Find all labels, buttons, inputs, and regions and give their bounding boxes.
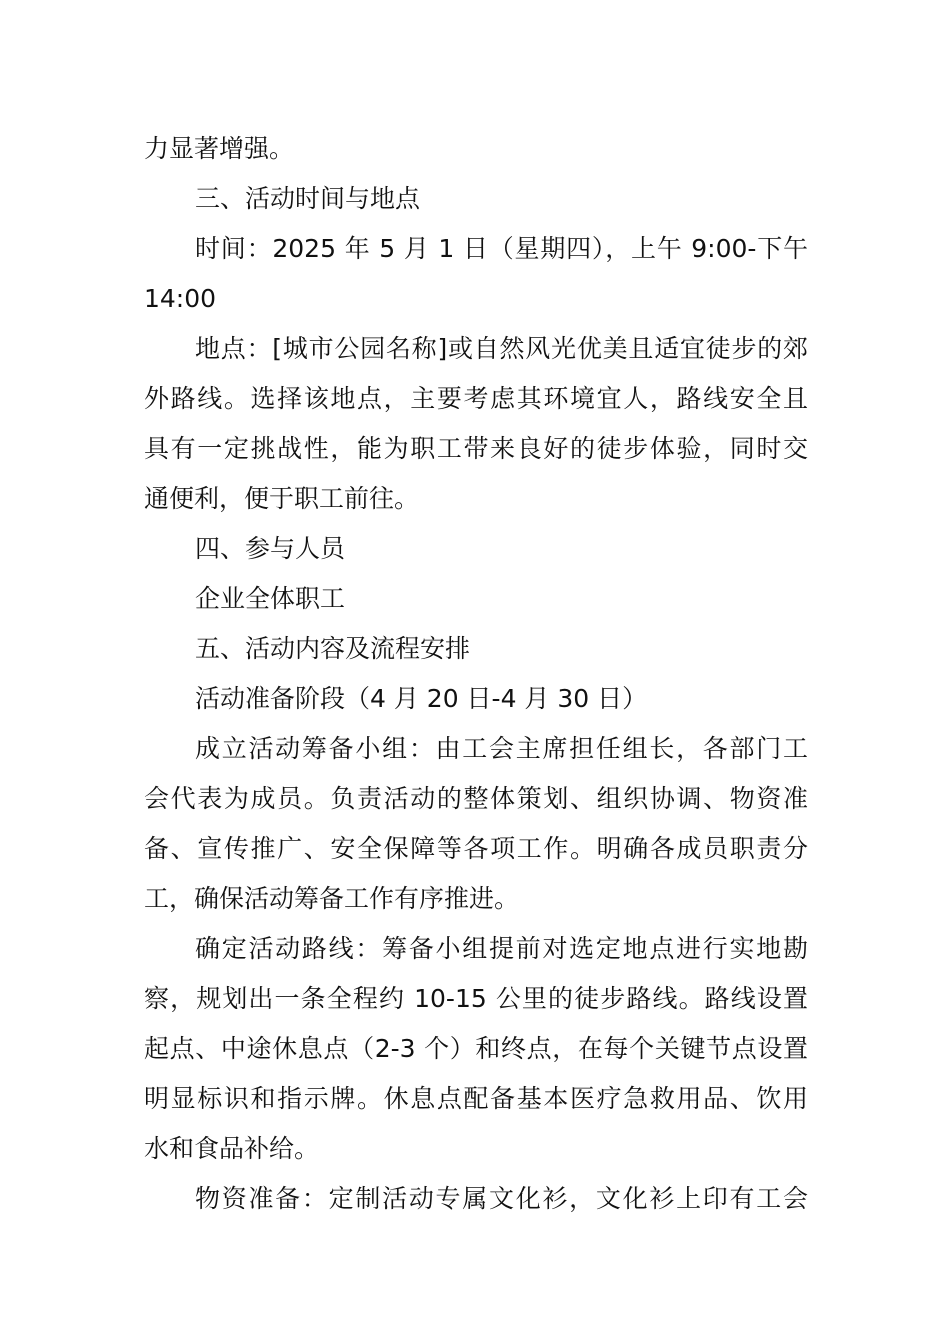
text-line: 工，确保活动筹备工作有序推进。 bbox=[144, 884, 520, 913]
text-line: 企业全体职工 bbox=[195, 584, 346, 613]
text-line: 成立活动筹备小组：由工会主席担任组长，各部门工 bbox=[195, 734, 808, 763]
section-heading: 五、活动内容及流程安排 bbox=[195, 634, 471, 663]
text-line: 起点、中途休息点（2-3 个）和终点，在每个关键节点设置 bbox=[144, 1034, 808, 1063]
text-line: 备、宣传推广、安全保障等各项工作。明确各成员职责分 bbox=[144, 834, 808, 863]
text-line: 水和食品补给。 bbox=[144, 1134, 320, 1163]
subsection-heading: 活动准备阶段（4 月 20 日-4 月 30 日） bbox=[195, 684, 648, 713]
text-line: 地点：[城市公园名称]或自然风光优美且适宜徒步的郊 bbox=[195, 334, 808, 363]
text-line: 外路线。选择该地点，主要考虑其环境宜人，路线安全且 bbox=[144, 384, 808, 413]
text-line: 通便利，便于职工前往。 bbox=[144, 484, 420, 513]
text-line: 具有一定挑战性，能为职工带来良好的徒步体验，同时交 bbox=[144, 434, 808, 463]
text-line: 察，规划出一条全程约 10-15 公里的徒步路线。路线设置 bbox=[144, 984, 808, 1013]
section-heading: 三、活动时间与地点 bbox=[195, 184, 421, 213]
text-line: 会代表为成员。负责活动的整体策划、组织协调、物资准 bbox=[144, 784, 808, 813]
text-line: 确定活动路线：筹备小组提前对选定地点进行实地勘 bbox=[195, 934, 808, 963]
text-line: 物资准备：定制活动专属文化衫，文化衫上印有工会 bbox=[195, 1184, 808, 1213]
text-line: 时间：2025 年 5 月 1 日（星期四），上午 9:00-下午 bbox=[195, 234, 808, 263]
text-line: 14:00 bbox=[144, 284, 217, 313]
text-line: 明显标识和指示牌。休息点配备基本医疗急救用品、饮用 bbox=[144, 1084, 808, 1113]
section-heading: 四、参与人员 bbox=[195, 534, 346, 563]
text-line: 力显著增强。 bbox=[144, 134, 295, 163]
document-body bbox=[144, 124, 808, 1224]
